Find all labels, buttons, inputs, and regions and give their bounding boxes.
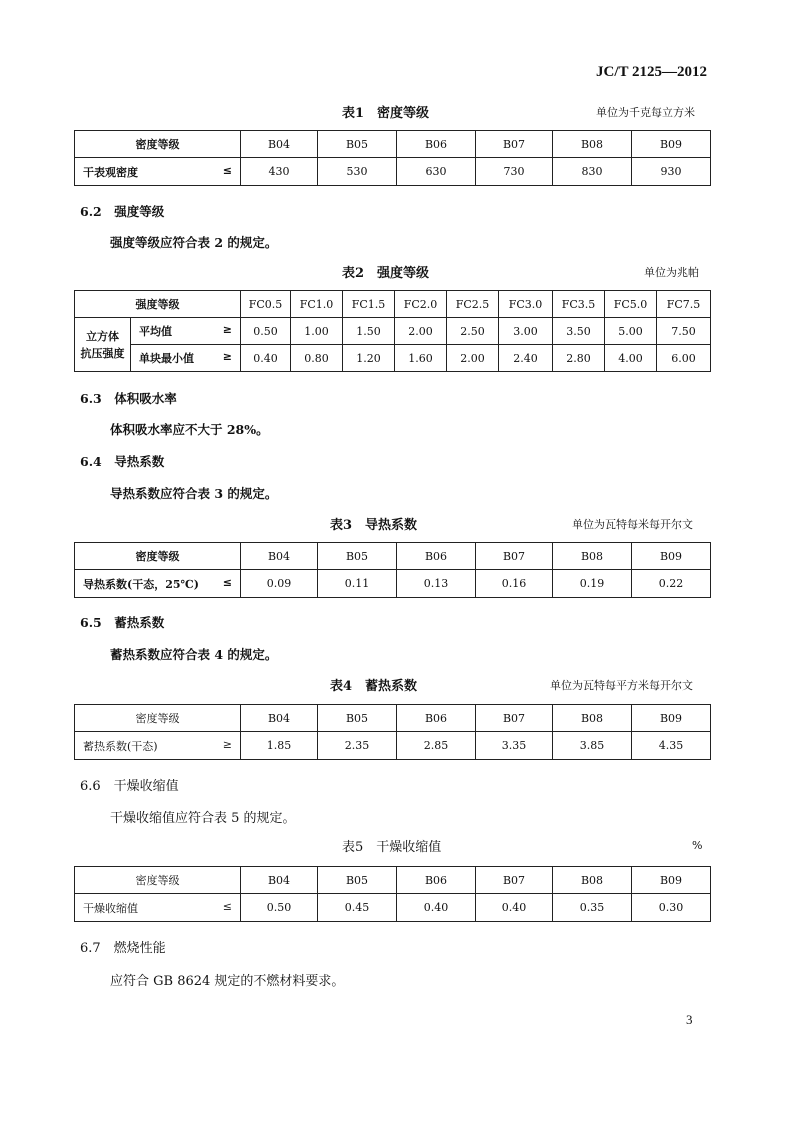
value-cell: 2.35 bbox=[318, 732, 397, 760]
grade-cell: FC0.5 bbox=[241, 291, 291, 318]
value-cell: 0.50 bbox=[241, 318, 291, 345]
grade-cell: B05 bbox=[318, 867, 397, 894]
value-cell: 5.00 bbox=[605, 318, 657, 345]
standard-code: JC/T 2125—2012 bbox=[596, 64, 707, 80]
table4-row-label-cell bbox=[75, 732, 241, 760]
value-cell: 1.85 bbox=[241, 732, 318, 760]
section-6-3-text: 体积吸水率应不大于 28%。 bbox=[110, 422, 269, 437]
row-label: 干燥收缩值 bbox=[83, 901, 138, 915]
grade-cell: B04 bbox=[241, 867, 318, 894]
value-cell: 930 bbox=[632, 158, 711, 186]
grade-cell: B09 bbox=[632, 867, 711, 894]
value-cell: 1.20 bbox=[343, 345, 395, 372]
section-6-4-text: 导热系数应符合表 3 的规定。 bbox=[110, 486, 278, 501]
grade-cell: B04 bbox=[241, 543, 318, 570]
section-6-6-text: 干燥收缩值应符合表 5 的规定。 bbox=[110, 811, 296, 826]
grade-cell: FC7.5 bbox=[657, 291, 711, 318]
table1-caption: 表1 密度等级 bbox=[342, 106, 430, 121]
value-cell: 3.50 bbox=[553, 318, 605, 345]
grade-cell: FC3.0 bbox=[499, 291, 553, 318]
table2-caption: 表2 强度等级 bbox=[342, 266, 430, 281]
section-6-5-heading: 6.5 蓄热系数 bbox=[80, 615, 165, 630]
grade-cell: FC2.5 bbox=[447, 291, 499, 318]
table3 bbox=[74, 542, 711, 598]
row-label: 导热系数(干态，25℃) bbox=[83, 577, 199, 591]
grade-cell: B05 bbox=[318, 131, 397, 158]
table4 bbox=[74, 704, 711, 760]
comparison-sign: ≥ bbox=[222, 323, 232, 336]
grade-cell: B09 bbox=[632, 705, 711, 732]
value-cell: 7.50 bbox=[657, 318, 711, 345]
section-6-2-heading: 6.2 强度等级 bbox=[80, 204, 165, 219]
grade-cell: B05 bbox=[318, 705, 397, 732]
page-number: 3 bbox=[686, 1012, 693, 1027]
value-cell: 0.09 bbox=[241, 570, 318, 598]
value-cell: 530 bbox=[318, 158, 397, 186]
value-cell: 830 bbox=[553, 158, 632, 186]
grade-cell: B07 bbox=[476, 867, 553, 894]
value-cell: 0.13 bbox=[397, 570, 476, 598]
comparison-sign: ≥ bbox=[222, 737, 232, 751]
table2 bbox=[74, 290, 711, 372]
value-cell: 0.40 bbox=[476, 894, 553, 922]
value-cell: 430 bbox=[241, 158, 318, 186]
table4-head-label: 密度等级 bbox=[75, 705, 241, 732]
comparison-sign: ≤ bbox=[222, 163, 232, 177]
value-cell: 0.50 bbox=[241, 894, 318, 922]
value-cell: 0.19 bbox=[553, 570, 632, 598]
table5 bbox=[74, 866, 711, 922]
value-cell: 3.35 bbox=[476, 732, 553, 760]
table1-unit: 单位为千克每立方米 bbox=[596, 106, 695, 119]
grade-cell: FC1.5 bbox=[343, 291, 395, 318]
value-cell: 0.35 bbox=[553, 894, 632, 922]
section-6-5-text: 蓄热系数应符合表 4 的规定。 bbox=[110, 647, 278, 662]
grade-cell: FC1.0 bbox=[291, 291, 343, 318]
value-cell: 1.50 bbox=[343, 318, 395, 345]
value-cell: 0.40 bbox=[397, 894, 476, 922]
table2-head-label: 强度等级 bbox=[75, 291, 241, 318]
grade-cell: B08 bbox=[553, 131, 632, 158]
group-label-line: 抗压强度 bbox=[80, 346, 125, 360]
value-cell: 2.85 bbox=[397, 732, 476, 760]
table1-head-label: 密度等级 bbox=[75, 131, 241, 158]
table4-caption: 表4 蓄热系数 bbox=[330, 679, 418, 694]
grade-cell: B08 bbox=[553, 705, 632, 732]
row1-label-cell bbox=[131, 318, 241, 345]
table3-caption: 表3 导热系数 bbox=[330, 518, 418, 533]
grade-cell: FC2.0 bbox=[395, 291, 447, 318]
section-6-2-text: 强度等级应符合表 2 的规定。 bbox=[110, 235, 278, 250]
value-cell: 3.00 bbox=[499, 318, 553, 345]
table5-caption: 表5 干燥收缩值 bbox=[342, 840, 442, 855]
comparison-sign: ≤ bbox=[222, 575, 232, 589]
grade-cell: B04 bbox=[241, 131, 318, 158]
grade-cell: B06 bbox=[397, 131, 476, 158]
comparison-sign: ≥ bbox=[222, 350, 232, 363]
grade-cell: B07 bbox=[476, 543, 553, 570]
value-cell: 0.22 bbox=[632, 570, 711, 598]
comparison-sign: ≤ bbox=[222, 899, 232, 913]
grade-cell: FC5.0 bbox=[605, 291, 657, 318]
value-cell: 0.11 bbox=[318, 570, 397, 598]
row-label: 干表观密度 bbox=[83, 165, 138, 179]
grade-cell: FC3.5 bbox=[553, 291, 605, 318]
value-cell: 730 bbox=[476, 158, 553, 186]
grade-cell: B06 bbox=[397, 543, 476, 570]
grade-cell: B06 bbox=[397, 867, 476, 894]
section-6-4-heading: 6.4 导热系数 bbox=[80, 454, 165, 469]
row-label: 平均值 bbox=[139, 325, 172, 338]
table3-head-label: 密度等级 bbox=[75, 543, 241, 570]
section-6-6-heading: 6.6 干燥收缩值 bbox=[80, 779, 179, 794]
value-cell: 0.40 bbox=[241, 345, 291, 372]
row-label: 单块最小值 bbox=[139, 352, 194, 365]
table5-row-label-cell bbox=[75, 894, 241, 922]
value-cell: 4.35 bbox=[632, 732, 711, 760]
grade-cell: B07 bbox=[476, 131, 553, 158]
value-cell: 2.50 bbox=[447, 318, 499, 345]
row-label: 蓄热系数(干态) bbox=[83, 739, 158, 753]
grade-cell: B07 bbox=[476, 705, 553, 732]
value-cell: 2.80 bbox=[553, 345, 605, 372]
value-cell: 1.60 bbox=[395, 345, 447, 372]
row2-label-cell bbox=[131, 345, 241, 372]
grade-cell: B09 bbox=[632, 131, 711, 158]
value-cell: 0.45 bbox=[318, 894, 397, 922]
table2-unit: 单位为兆帕 bbox=[644, 266, 699, 279]
value-cell: 0.80 bbox=[291, 345, 343, 372]
table5-head-label: 密度等级 bbox=[75, 867, 241, 894]
grade-cell: B06 bbox=[397, 705, 476, 732]
value-cell: 0.30 bbox=[632, 894, 711, 922]
value-cell: 630 bbox=[397, 158, 476, 186]
table5-unit: % bbox=[692, 839, 703, 852]
value-cell: 0.16 bbox=[476, 570, 553, 598]
value-cell: 1.00 bbox=[291, 318, 343, 345]
value-cell: 3.85 bbox=[553, 732, 632, 760]
table1-row-label-cell bbox=[75, 158, 241, 186]
section-6-7-heading: 6.7 燃烧性能 bbox=[80, 941, 166, 956]
table3-unit: 单位为瓦特每米每开尔文 bbox=[572, 518, 693, 531]
section-6-7-text: 应符合 GB 8624 规定的不燃材料要求。 bbox=[110, 974, 345, 989]
table2-group-label bbox=[75, 318, 131, 372]
grade-cell: B05 bbox=[318, 543, 397, 570]
value-cell: 2.00 bbox=[395, 318, 447, 345]
grade-cell: B08 bbox=[553, 867, 632, 894]
group-label-line: 立方体 bbox=[86, 329, 119, 343]
grade-cell: B04 bbox=[241, 705, 318, 732]
value-cell: 2.00 bbox=[447, 345, 499, 372]
section-6-3-heading: 6.3 体积吸水率 bbox=[80, 391, 177, 406]
value-cell: 2.40 bbox=[499, 345, 553, 372]
grade-cell: B08 bbox=[553, 543, 632, 570]
table1 bbox=[74, 130, 711, 186]
value-cell: 4.00 bbox=[605, 345, 657, 372]
table4-unit: 单位为瓦特每平方米每开尔文 bbox=[550, 679, 693, 692]
value-cell: 6.00 bbox=[657, 345, 711, 372]
grade-cell: B09 bbox=[632, 543, 711, 570]
table3-row-label-cell bbox=[75, 570, 241, 598]
